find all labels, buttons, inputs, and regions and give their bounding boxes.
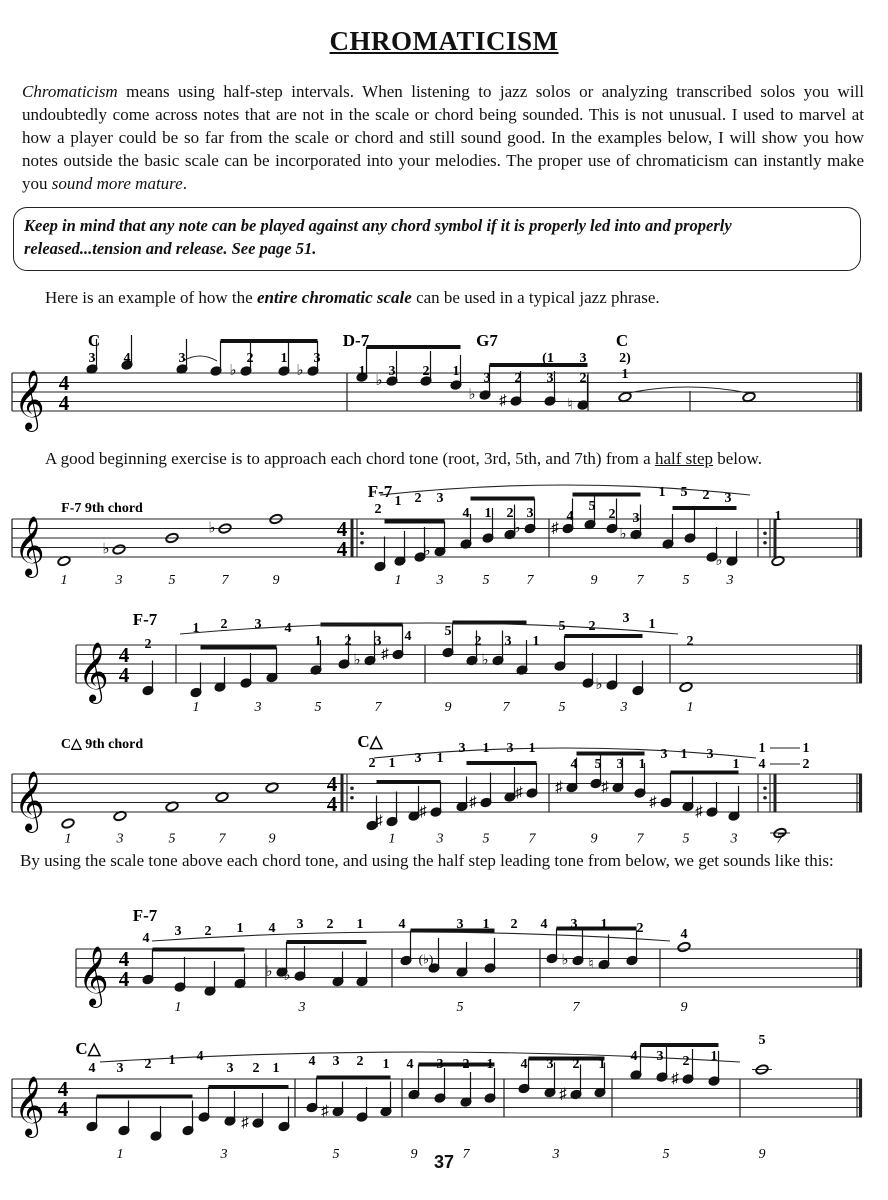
degree-number: 1 [192, 700, 200, 715]
fingering-number: 3 [313, 351, 321, 366]
degree-number: 3 [220, 1147, 228, 1162]
page-number: 37 [433, 1152, 455, 1172]
fingering-number: 3 [616, 757, 624, 772]
example2-before: A good beginning exercise is to approach each chord tone (root, 3rd, 5th, and 7th) from a [45, 449, 655, 468]
fingering-number: 1 [638, 757, 646, 772]
fingering-number: 1 [356, 917, 364, 932]
chord-tone-number: 7 [221, 573, 229, 588]
fingering-number: 4 [123, 351, 131, 366]
fingering-number: 1 [452, 364, 460, 379]
degree-number: 5 [662, 1147, 670, 1162]
accidental: ♮ [567, 397, 573, 413]
chord-tone-number: 9 [272, 573, 280, 588]
time-signature-top: 4 [326, 772, 338, 796]
chord-tone-number: 7 [218, 831, 226, 847]
chord-tone-number: 1 [60, 573, 68, 588]
fingering-number: 2 [636, 921, 644, 936]
fingering-number: 4 [680, 927, 688, 942]
fingering-number: 2 [572, 1057, 580, 1072]
treble-clef-icon: 𝄞 [14, 1078, 45, 1135]
degree-number: 5 [482, 831, 490, 847]
fingering-number: 1 [528, 741, 536, 756]
fingering-number: 3 [174, 924, 182, 939]
fingering-number: 2 [802, 757, 810, 772]
music-labels [14, 331, 810, 1162]
chord-symbol: C△ [357, 732, 383, 751]
accidental: ♯ [375, 813, 383, 830]
fingering-number: 1 [658, 485, 666, 500]
repeat-dot [360, 541, 364, 545]
fingering-number: 3 [483, 371, 491, 386]
accidental: ♯ [559, 1086, 567, 1103]
degree-number: 5 [682, 831, 690, 847]
accidental: ♯ [499, 393, 507, 409]
fingering-number: 2 [374, 502, 382, 517]
fingering-number: 1 [236, 921, 244, 936]
accidental: ♭ [229, 363, 237, 379]
fingering-number: 1 [482, 917, 490, 932]
fingering-number: 4 [540, 917, 548, 932]
repeat-dot [763, 786, 767, 790]
chord-symbol: F-7 [132, 610, 158, 629]
fingering-number: 1 [598, 1057, 606, 1072]
fingering-number: 3 [504, 634, 512, 649]
example3-caption: By using the scale tone above each chord tone, and using the half step leading tone from below, we get sounds like this: [20, 851, 834, 870]
fingering-number: 5 [594, 757, 602, 772]
chord-symbol: F-7 [132, 906, 158, 925]
slur [374, 748, 756, 758]
fingering-number: 3 [88, 351, 96, 366]
fingering-number: 3 [706, 747, 714, 762]
chord-symbol: C [615, 331, 629, 350]
chord-symbol: G7 [476, 331, 498, 350]
fingering-number: 4 [758, 757, 766, 772]
fingering-number: 1 [710, 1049, 718, 1064]
fingering-number: 3 [116, 1061, 124, 1076]
example1-emphasis: entire chromatic scale [256, 288, 412, 307]
repeat-dot [350, 786, 354, 790]
fingering-number: 3 [656, 1049, 664, 1064]
degree-number: 5 [682, 573, 690, 588]
fingering-number: 3 [374, 634, 382, 649]
fingering-number: 3 [622, 611, 630, 626]
time-signature-top: 4 [57, 1077, 69, 1101]
parenthesized-flat: (♭) [418, 951, 434, 967]
accidental: ♯ [515, 785, 523, 801]
fingering-number: 1 [280, 351, 288, 366]
example2-underlined: half step [654, 449, 714, 468]
accidental: ♯ [381, 646, 389, 663]
fingering-number: 2 [144, 1057, 152, 1072]
fingering-number: 5 [758, 1033, 766, 1048]
degree-number: 1 [116, 1147, 124, 1162]
fingering-number: 2 [462, 1057, 470, 1072]
time-signature-bottom: 4 [326, 792, 338, 816]
accidental: ♭ [375, 373, 383, 389]
fingering-number: 2 [246, 351, 254, 366]
chord-tone-number: 9 [268, 831, 276, 847]
fingering-number: 3 [178, 351, 186, 366]
fingering-number: 3 [414, 751, 422, 766]
degree-number: 5 [456, 1000, 464, 1015]
degree-number: 1 [388, 831, 396, 847]
accidental: ♯ [419, 804, 427, 820]
chord-symbol: C△ [75, 1039, 101, 1058]
accidental: ♭ [423, 543, 431, 560]
fingering-number: 4 [566, 509, 574, 524]
accidental: ♮ [588, 956, 594, 973]
degree-number: 3 [730, 831, 738, 847]
fingering-number: 2 [204, 924, 212, 939]
degree-number: 9 [590, 573, 598, 588]
fingering-number: 3 [388, 364, 396, 379]
time-signature-top: 4 [336, 517, 348, 541]
degree-number: 7 [374, 700, 382, 715]
time-signature-top: 4 [118, 947, 130, 971]
degree-number: 1 [174, 1000, 182, 1015]
fingering-number: 1 [621, 367, 629, 382]
repeat-dot [763, 531, 767, 535]
accidental: ♭ [283, 968, 291, 984]
fingering-number: 1 [394, 494, 402, 509]
fingering-number: 2 [514, 371, 522, 386]
degree-number: 9 [444, 700, 452, 715]
chord-label: C△ 9th chord [60, 737, 144, 752]
fingering-number: 3 [546, 1057, 554, 1072]
fingering-number: 3 [436, 491, 444, 506]
fingering-number: 1 [382, 1057, 390, 1072]
chord-tone-number: 1 [64, 831, 72, 847]
accidental: ♭ [208, 520, 216, 537]
example1-after: can be used in a typical jazz phrase. [411, 288, 660, 307]
degree-number: 7 [636, 573, 644, 588]
degree-number: 3 [436, 573, 444, 588]
fingering-number: 2 [608, 507, 616, 522]
chord-tone-number: 3 [116, 831, 124, 847]
fingering-number: 4 [142, 931, 150, 946]
fingering-number: 4 [284, 621, 292, 636]
repeat-dot [350, 796, 354, 800]
chord-symbol: D-7 [342, 331, 370, 350]
accidental: ♯ [321, 1103, 329, 1120]
accidental: ♭ [265, 964, 273, 980]
accidental: ♭ [353, 652, 361, 669]
repeat-dot [763, 796, 767, 800]
fingering-number: 1 [388, 756, 396, 771]
page-title: CHROMATICISM [329, 26, 559, 56]
time-signature-bottom: 4 [118, 967, 130, 991]
intro-emphasis: sound more mature [51, 174, 183, 193]
fingering-number: 2 [344, 634, 352, 649]
fingering-number: 4 [570, 757, 578, 772]
degree-number: 1 [686, 700, 694, 715]
accidental: ♭ [296, 363, 304, 379]
intro-term: Chromaticism [22, 82, 118, 101]
intro-body: means using half-step intervals. When listening to jazz solos or analyzing transcribed solos you will undoubtedly come across notes that are not in the scale or chord being sounded. This is not unusual. I used to marvel at how a player could be so far from the scale or chord and still sound good. In the examples below, I will show you how notes outside the basic scale can be incorporated into your melodies. The proper use of chromaticism can instantly make you [22, 82, 864, 193]
fingering-number: 4 [308, 1054, 316, 1069]
callout-text: Keep in mind that any note can be played against any chord symbol if it is properly led into and properly released...tension and release. See page 51. [24, 216, 732, 258]
accidental: ♯ [671, 1071, 679, 1087]
fingering-number: 3 [254, 617, 262, 632]
fingering-number: 1 [272, 1061, 280, 1076]
fingering-number: 1 [482, 741, 490, 756]
fingering-number: 2 [144, 637, 152, 652]
fingering-number: 3 [436, 1057, 444, 1072]
fingering-number: 3 [506, 741, 514, 756]
chord-tone-number: 3 [115, 573, 123, 588]
repeat-dot [360, 531, 364, 535]
accidental: ♭ [619, 526, 627, 543]
slur [183, 356, 217, 361]
chord-symbol: C [87, 331, 101, 350]
accidental: ♯ [241, 1115, 249, 1131]
time-signature-bottom: 4 [57, 1097, 69, 1121]
example1-before: Here is an example of how the [45, 288, 257, 307]
accidental: ♭ [102, 541, 110, 558]
time-signature-bottom: 4 [58, 391, 70, 415]
accidental: ♭ [481, 652, 489, 669]
fingering-number: 2 [682, 1054, 690, 1069]
degree-number: 7 [502, 700, 510, 715]
fingering-number: 2 [510, 917, 518, 932]
treble-clef-icon: 𝄞 [14, 773, 45, 830]
degree-number: 9 [680, 1000, 688, 1015]
accidental: ♭ [561, 952, 569, 969]
time-signature-bottom: 4 [336, 537, 348, 561]
fingering-number: 1 [484, 506, 492, 521]
fingering-number: 2 [686, 634, 694, 649]
degree-number: 5 [558, 700, 566, 715]
chord-symbol: F-7 [367, 482, 393, 501]
fingering-number: 4 [88, 1061, 96, 1076]
fingering-number: 1 [358, 364, 366, 379]
fingering-number: 2 [579, 371, 587, 386]
fingering-number: 1 [600, 917, 608, 932]
chord-label: F-7 9th chord [61, 501, 143, 516]
fingering-number: 2 [326, 917, 334, 932]
time-signature-top: 4 [118, 643, 130, 667]
fingering-number: 3 [724, 491, 732, 506]
fingering-number: 1 [436, 751, 444, 766]
example2-after: below. [713, 449, 762, 468]
fingering-number: 2 [506, 506, 514, 521]
fingering-number: 4 [404, 629, 412, 644]
fingering-number: 1 [532, 634, 540, 649]
note-heads [57, 335, 800, 1141]
fingering-number: 1 [192, 621, 200, 636]
fingering-number: 1 [486, 1057, 494, 1072]
intro-end: . [182, 174, 187, 193]
fingering-number: 5 [680, 485, 688, 500]
chord-tone-number: 5 [168, 831, 176, 847]
degree-number: 5 [332, 1147, 340, 1162]
whole-note [677, 941, 691, 952]
fingering-number: 3 [546, 371, 554, 386]
fingering-number: 2 [588, 619, 596, 634]
fingering-number: 3 [660, 747, 668, 762]
accidental: ♯ [551, 520, 559, 537]
fingering-number: 1 [648, 617, 656, 632]
accidental: ♭ [513, 520, 521, 537]
fingering-number: 1 [168, 1053, 176, 1068]
accidental: ♭ [715, 553, 723, 569]
fingering-number: 5 [588, 499, 596, 514]
treble-clef-icon: 𝄞 [14, 518, 45, 575]
fingering-number: 4 [398, 917, 406, 932]
fingering-number: 2 [414, 491, 422, 506]
fingering-number: 2 [252, 1061, 260, 1076]
degree-number: 7 [776, 831, 784, 847]
accidental: ♯ [469, 794, 477, 811]
degree-number: 9 [758, 1147, 766, 1162]
time-signature-bottom: 4 [118, 663, 130, 687]
time-signature-top: 4 [58, 371, 70, 395]
whole-note [61, 818, 75, 829]
accidental: ♯ [695, 804, 703, 820]
fingering-number: 4 [630, 1049, 638, 1064]
fingering-number: 3 [296, 917, 304, 932]
fingering-number: 1 [732, 757, 740, 772]
accidental: ♯ [601, 779, 609, 796]
treble-clef-icon: 𝄞 [78, 644, 109, 701]
fingering-number: 5 [558, 619, 566, 634]
degree-number: 3 [298, 1000, 306, 1015]
chord-tone-number: 5 [168, 573, 176, 588]
fingering-number: (1 [542, 351, 554, 366]
fingering-number: 3 [226, 1061, 234, 1076]
fingering-number: 3 [570, 917, 578, 932]
accidental: ♭ [595, 677, 603, 693]
fingering-number: 4 [462, 506, 470, 521]
fingering-number: 2) [619, 351, 631, 366]
degree-number: 7 [572, 1000, 580, 1015]
fingering-number: 3 [332, 1054, 340, 1069]
degree-number: 3 [436, 831, 444, 847]
fingering-number: 2 [220, 617, 228, 632]
degree-number: 3 [552, 1147, 560, 1162]
degree-number: 3 [620, 700, 628, 715]
fingering-number: 2 [368, 756, 376, 771]
fingering-number: 4 [268, 921, 276, 936]
slur [380, 485, 750, 495]
treble-clef-icon: 𝄞 [14, 372, 45, 429]
whole-note [742, 391, 756, 402]
fingering-number: 1 [680, 747, 688, 762]
fingering-number: 3 [526, 506, 534, 521]
fingering-number: 1 [774, 509, 782, 524]
fingering-number: 2 [474, 634, 482, 649]
degree-number: 3 [726, 573, 734, 588]
degree-number: 5 [482, 573, 490, 588]
accidental: ♯ [649, 794, 657, 811]
fingering-number: 3 [458, 741, 466, 756]
degree-number: 7 [462, 1147, 470, 1162]
treble-clef-icon: 𝄞 [78, 948, 109, 1005]
fingering-number: 2 [356, 1054, 364, 1069]
fingering-number: 3 [456, 917, 464, 932]
accidental: ♭ [468, 387, 476, 403]
fingering-number: 2 [422, 364, 430, 379]
repeat-dot [763, 541, 767, 545]
degree-number: 7 [636, 831, 644, 847]
fingering-number: 4 [196, 1049, 204, 1064]
degree-number: 9 [590, 831, 598, 847]
whole-note [112, 544, 126, 555]
fingering-number: 1 [802, 741, 810, 756]
degree-number: 7 [526, 573, 534, 588]
degree-number: 7 [528, 831, 536, 847]
accidental: ♯ [555, 779, 563, 796]
fingering-number: 2 [702, 488, 710, 503]
fingering-number: 1 [314, 634, 322, 649]
fingering-number: 4 [520, 1057, 528, 1072]
fingering-number: 3 [579, 351, 587, 366]
degree-number: 5 [314, 700, 322, 715]
fingering-number: 1 [758, 741, 766, 756]
degree-number: 1 [394, 573, 402, 588]
degree-number: 3 [254, 700, 262, 715]
degree-number: 9 [410, 1147, 418, 1162]
fingering-number: 5 [444, 624, 452, 639]
fingering-number: 4 [406, 1057, 414, 1072]
fingering-number: 3 [632, 511, 640, 526]
